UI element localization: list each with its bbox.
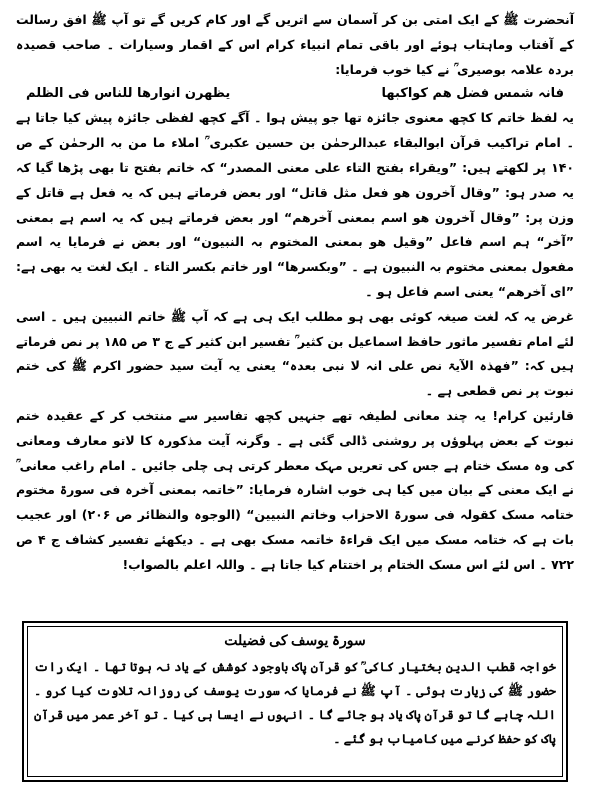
arabic-verse: [16, 82, 574, 106]
box-title: سورۃ یوسف کی فضیلت: [224, 634, 366, 649]
paragraph-4: قارئین کرام! یہ چند معانی لطیفہ تھے جنہیں کچھ تفاسیر سے منتخب کر کے عقیدہ ختم نبوت کے بعض پہلوؤں پر روشنی ڈالی گئی ہے ۔ وگرنہ آیت مذکورہ کا لاتو معارف ومعانی کی وہ مسک ختام ہے جس کی تعریں مہک معطر کرتی ہی چلی جائیں ۔ امام راغب معانی ؒ نے ایک معنی کے بیان میں کیا ہی خوب اشارہ فرمایا: ”خاتمہ بمعنی آخرہ فی سورۃ مختوم ختامہ مسک کقولہ فی سورۃ الاحزاب وخاتم النبیین“ (الوجوہ والنظائر ص ۲۰۶) اور عجیب بات ہے کہ ختامہ مسک میں ایک قراءۃ خاتمہ مسک بھی ہے ۔ دیکھئے تفسیر کشاف ج ۴ ص ۷۲۲ ۔ اس لئے اس مسک الختام پر اختتام کیا جاتا ہے ۔ واللہ اعلم بالصواب!: [16, 407, 575, 572]
sidebar-box: [22, 621, 568, 782]
paragraph-2: یہ لفظ خاتم کا کچھ معنوی جائزہ تھا جو پیش ہوا ۔ آگے کچھ لفظی جائزہ پیش کیا جاتا ہے ۔ امام تراکیب قرآن ابوالبقاء عبدالرحمٰن بن حسین عکبری ؒ املاء ما من بہ الرحمٰن کے ص ۱۴۰ پر لکھتے ہیں: ”ویقراء بفتح التاء علی معنی المصدر“ کہ خاتم بفتح تا بھی پڑھا گیا کہ یہ صدر ہو: ”وقال آخرون ھو فعل مثل قاتل“ اور بعض فرماتے ہیں کہ یہ فعل ہے قاتل کے وزن پر: ”وقال آخرون ھو اسم بمعنی آخرھم“ اور بعض فرماتے ہیں کہ یہ اسم ہے بمعنی ”آخر“ ہم اسم فاعل ”وقیل ھو بمعنی المختوم بہ النبیون“ اور بعض نے فرمایا یہ اسم مفعول بمعنی مختوم بہ النبیون ہے ۔ ”وبکسرھا“ اور خاتم بکسر التاء ۔ ایک لغت یہ بھی ہے: ”ای آخرھم“ یعنی اسم فاعل ہو ۔: [16, 110, 574, 299]
verse-first-hemistich: فانہ شمس فضل ھم کواکبھا: [381, 86, 564, 102]
verse-second-hemistich: یظھرن انوارھا للناس فی الظلم: [26, 86, 231, 102]
box-text: خواجہ قطب الدین بختیار کاکی ؒ کو قرآن پاک باوجود کوشش کے یاد نہ ہوتا تھا ۔ ایک رات حضور ﷺ کی زیارت ہوئی ۔ آپ ﷺ نے فرمایا کہ سورت یوسف کی روزانہ تلاوت کیا کرو ۔ اللہ چاہے گا تو قرآن پاک یاد ہو جائے گا ۔ انہوں نے ایسا ہی کیا ۔ تو آخر عمر میں قرآن پاک کو حفظ کرنے میں کامیاب ہو گئے ۔: [34, 660, 556, 746]
paragraph-1: آنحضرت ﷺ کے ایک امتی بن کر آسمان سے اتریں گے اور کام کریں گے تو آپ ﷺ افق رسالت کے آفتاب وماہتاب ہوئے اور باقی تمام انبیاء کرام اس کے اقمار وسیارات ۔ صاحب قصیدہ بردہ علامہ بوصیری ؒ نے کیا خوب فرمایا:: [16, 12, 574, 77]
paragraph-3: غرض یہ کہ لغت صیغہ کوئی بھی ہو مطلب ایک ہی ہے کہ آپ ﷺ خاتم النبیین ہیں ۔ اسی لئے امام تفسیر ماثور حافظ اسماعیل بن کثیر ؒ تفسیر ابن کثیر کے ج ۳ ص ۱۸۵ پر نص فرماتے ہیں کہ: ”فھذہ الآیۃ نص علی انہ لا نبی بعدہ“ یعنی یہ آیت سید حضور اکرم ﷺ کی ختم نبوت پر نص قطعی ہے ۔: [16, 308, 574, 399]
